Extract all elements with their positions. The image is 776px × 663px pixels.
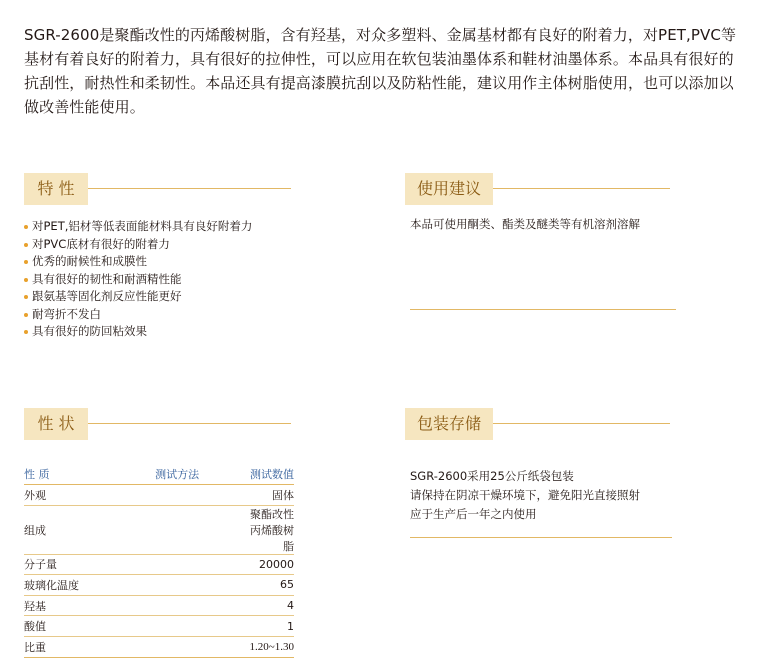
property-method [107,636,249,657]
packaging-line: 请保持在阴凉干燥环境下，避免阳光直接照射 [410,488,640,502]
property-value: 聚酯改性丙烯酸树脂 [250,505,294,554]
property-name: 外观 [24,485,107,506]
packaging-bottom-rule [410,537,672,538]
bullet-icon [24,313,28,317]
bullet-icon [24,260,28,264]
intro-line: SGR-2600是聚酯改性的丙烯酸树脂，含有羟基，对众多塑料、金属基材都有良好的附着力，对PET,PVC等 [24,26,737,44]
property-method [107,554,249,575]
property-method [107,485,249,506]
packaging-line: 应于生产后一年之内使用 [410,507,537,521]
properties-heading-rule [88,423,291,424]
usage-heading: 使用建议 [405,173,493,205]
usage-bottom-rule [410,309,676,310]
property-name: 玻璃化温度 [24,575,107,596]
bullet-icon [24,330,28,334]
feature-text: 具有很好的防回粘效果 [32,324,147,338]
column-header-method: 测试方法 [107,464,249,485]
usage-heading-rule [493,188,670,189]
list-item [24,323,252,341]
property-name: 组成 [24,505,107,554]
feature-text: 耐弯折不发白 [32,306,101,321]
feature-text: 跟氨基等固化剂反应性能更好 [32,289,182,303]
features-heading: 特 性 [24,173,88,205]
property-value: 固体 [250,485,294,506]
property-method [107,575,249,596]
properties-table [24,464,294,658]
property-value: 65 [250,575,294,596]
table-row [24,636,294,657]
table-row [24,595,294,616]
column-header-value: 测试数值 [250,464,294,485]
column-header-property: 性 质 [24,464,107,485]
properties-heading: 性 状 [24,408,88,440]
property-value: 1 [250,616,294,637]
bullet-icon [24,243,28,247]
property-value: 20000 [250,554,294,575]
property-name: 分子量 [24,554,107,575]
list-item [24,253,252,271]
list-item [24,218,252,236]
feature-text: 对PET,铝材等低表面能材料具有良好附着力 [32,219,253,233]
list-item [24,271,252,289]
intro-line: 做改善性能使用。 [24,98,145,116]
property-method [107,616,249,637]
features-heading-rule [88,188,291,189]
table-row [24,505,294,554]
table-row [24,616,294,637]
list-item [24,236,252,254]
intro-line: 抗刮性，耐热性和柔韧性。本品还具有提高漆膜抗刮以及防粘性能，建议用作主体树脂使用，也可以添加以 [24,74,734,92]
property-method [107,595,249,616]
property-name: 羟基 [24,595,107,616]
bullet-icon [24,225,28,229]
feature-text: 具有很好的韧性和耐酒精性能 [32,271,182,286]
feature-text: 对PVC底材有很好的附着力 [32,236,170,251]
table-header-row [24,464,294,485]
property-name: 酸值 [24,616,107,637]
packaging-line: SGR-2600采用25公斤纸袋包装 [410,469,574,483]
list-item [24,288,252,306]
packaging-heading-rule [493,423,670,424]
features-list [24,218,252,341]
property-value: 4 [250,595,294,616]
packaging-text [410,467,640,524]
intro-line: 基材有着良好的附着力，具有很好的拉伸性，可以应用在软包装油墨体系和鞋材油墨体系。本品具有很好的 [24,50,734,68]
bullet-icon [24,295,28,299]
usage-text: 本品可使用酮类、酯类及醚类等有机溶剂溶解 [410,217,640,231]
property-method [107,505,249,554]
property-value: 1.20~1.30 [250,636,294,657]
property-name: 比重 [24,636,107,657]
packaging-heading: 包装存储 [405,408,493,440]
intro-paragraph [24,23,756,119]
table-row [24,485,294,506]
table-row [24,575,294,596]
list-item [24,306,252,324]
table-row [24,554,294,575]
feature-text: 优秀的耐候性和成膜性 [32,254,147,268]
bullet-icon [24,278,28,282]
